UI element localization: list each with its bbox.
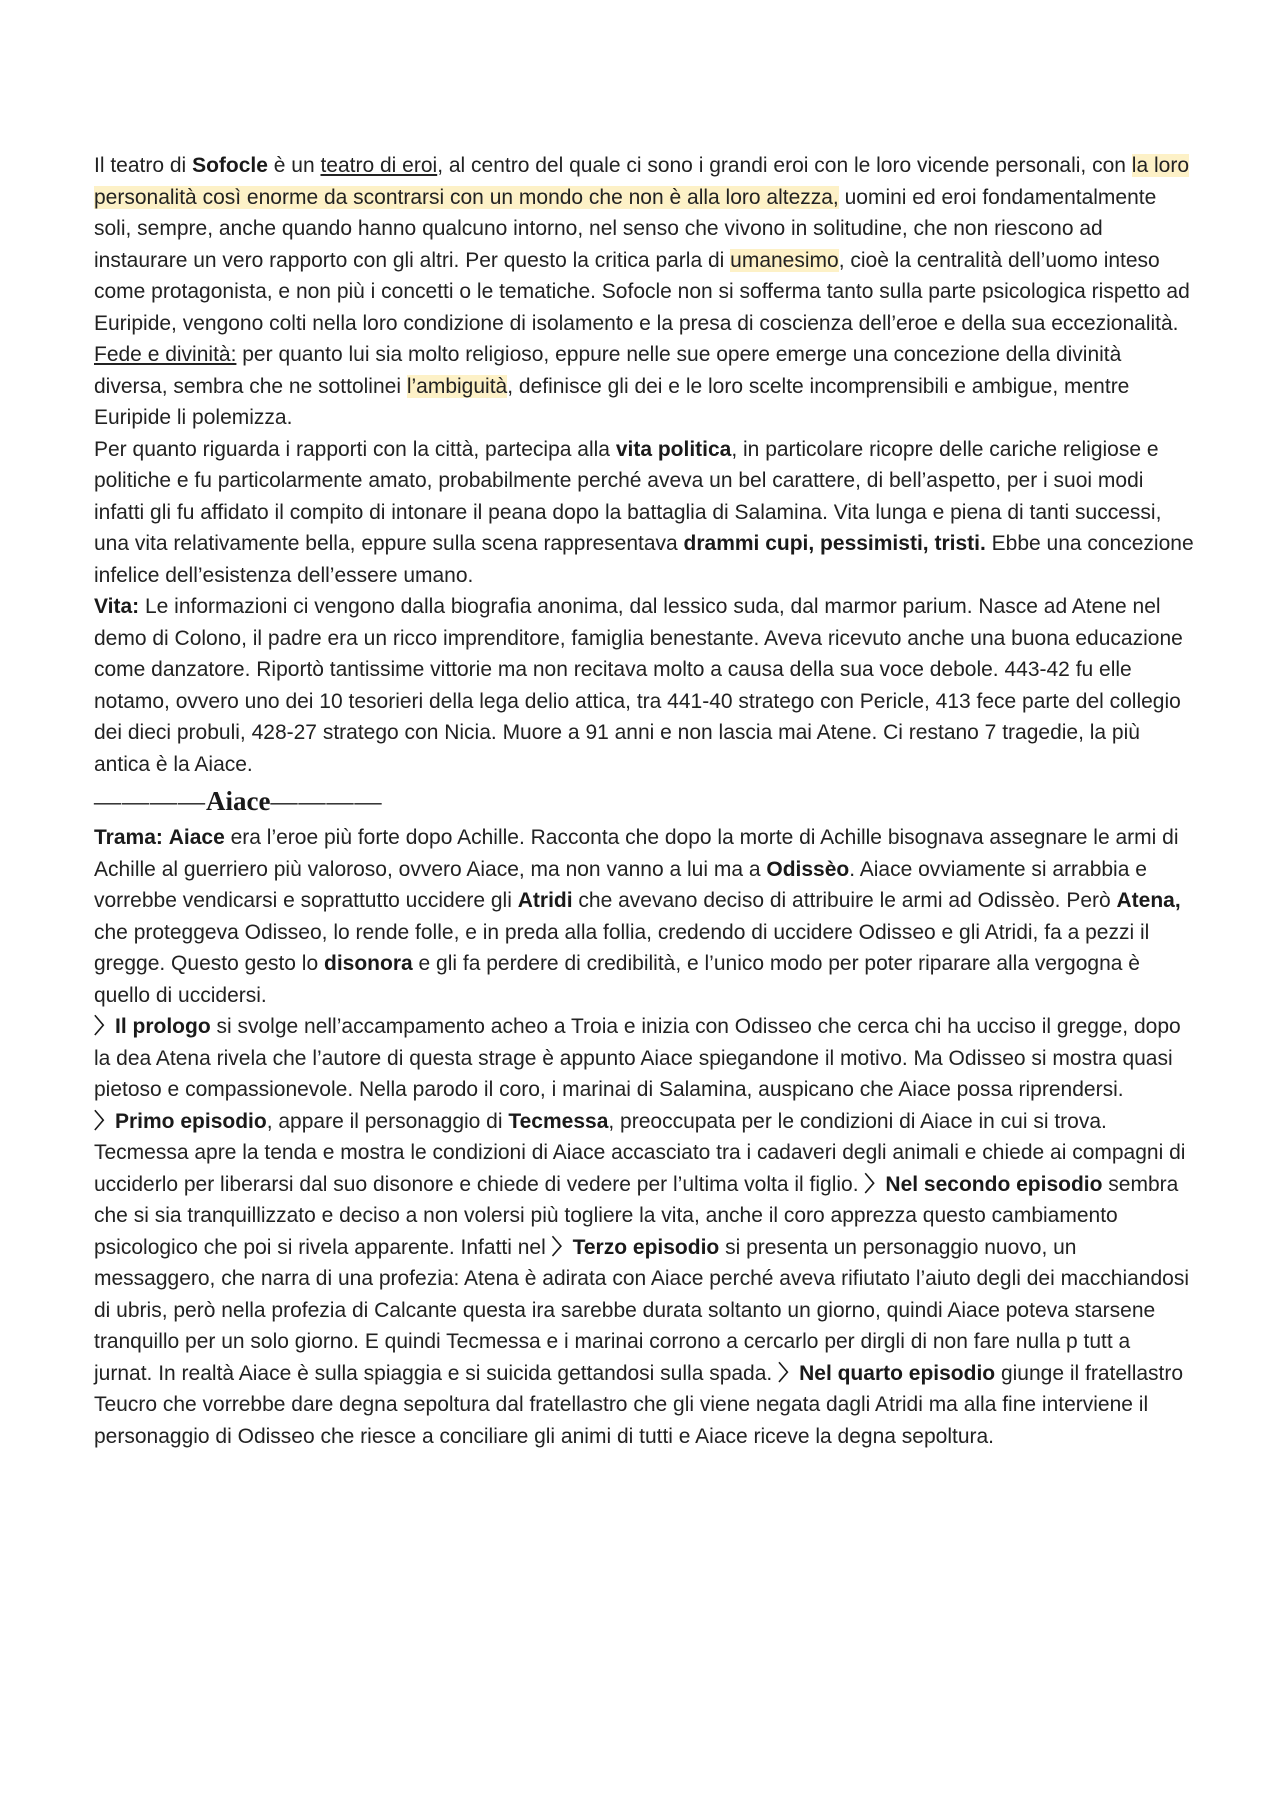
- text: Il teatro di: [94, 154, 193, 177]
- text: , al centro del quale ci sono i grandi eroi con le loro vicende personali, con: [437, 154, 1132, 177]
- text: che avevano deciso di attribuire le armi ad Odissèo. Però: [572, 889, 1117, 912]
- underlined-fede-label: Fede e divinità:: [94, 343, 237, 366]
- bold-aiace: Aiace: [168, 826, 225, 849]
- episodi-paragraph: [94, 1106, 1194, 1453]
- heading-dashes-right: ————: [270, 786, 383, 816]
- text: Per quanto riguarda i rapporti con la città, partecipa alla: [94, 437, 616, 461]
- text: era l’eroe più forte dopo Achille. Racconta che dopo la morte di Achille bisognava assegnare le armi di Achille al guerriero più valoroso, ovvero Aiace, ma non vanno a lui ma a: [94, 826, 1179, 881]
- prologo-paragraph: [94, 1011, 1194, 1106]
- bold-secondo-episodio: 〉Nel secondo episodio: [864, 1172, 1103, 1196]
- bold-prologo-label: 〉Il prologo: [94, 1015, 211, 1038]
- highlight-ambiguita: l’ambiguità: [406, 374, 508, 398]
- highlight-umanesimo: umanesimo: [730, 248, 839, 272]
- bold-sofocle: Sofocle: [192, 154, 268, 177]
- bold-terzo-episodio: 〉Terzo episodio: [551, 1235, 720, 1259]
- bold-primo-episodio: 〉Primo episodio: [94, 1109, 267, 1133]
- underlined-teatro-di-eroi: teatro di eroi: [320, 154, 438, 177]
- bold-vita-politica: vita politica: [615, 437, 732, 461]
- text: Le informazioni ci vengono dalla biografia anonima, dal lessico suda, dal marmor parium. Nasce ad Atene nel demo di Colono, il padre era un ricco imprenditore, famiglia benestante. Aveva ricevuto anche una buona educazione come danzatore. Riportò tantissime vittorie ma non recitava molto a causa della sua voce debole. 443-42 fu elle notamo, ovvero uno dei 10 tesorieri della lega delio attica, tra 441-40 stratego con Pericle, 413 fece parte del collegio dei dieci probuli, 428-27 stratego con Nicia. Muore a 91 anni e non lascia mai Atene. Ci restano 7 tragedie, la più antica è la Aiace.: [94, 595, 1183, 776]
- politica-paragraph: [94, 434, 1194, 592]
- bold-vita-label: Vita:: [94, 595, 140, 618]
- text: , cioè la centralità dell’uomo inteso come protagonista, e non più i concetti o le tematiche. Sofocle non si sofferma tanto sulla parte psicologica rispetto ad Euripide, vengono colti nella loro condizione di isolamento e la presa di coscienza dell’eroe e della sua eccezionalità.: [94, 248, 1190, 335]
- trama-paragraph: [94, 822, 1194, 1011]
- text: , preoccupata per le condizioni di Aiace in cui si trova. Tecmessa apre la tenda e mostra le condizioni di Aiace accasciato tra i cadaveri degli animali e chiede ai compagni di ucciderlo per liberarsi dal suo disonore e chiede di vedere per l’ultima volta il figlio.: [94, 1109, 1186, 1196]
- text: . Aiace ovviamente si arrabbia e vorrebbe vendicarsi e soprattutto uccidere gli: [94, 857, 1147, 912]
- text: si svolge nell’accampamento acheo a Troia e inizia con Odisseo che cerca chi ha ucciso il gregge, dopo la dea Atena rivela che l’autore di questa strage è appunto Aiace spiegandone il motivo. Ma Odisseo si mostra quasi pietoso e compassionevole. Nella parodo il coro, i marinai di Salamina, auspicano che Aiace possa riprendersi.: [94, 1015, 1181, 1101]
- bold-atena: Atena,: [1116, 889, 1181, 912]
- heading-title: Aiace: [206, 786, 271, 816]
- text: giunge il fratellastro Teucro che vorrebbe dare degna sepoltura dal fratellastro che gli viene negata dagli Atridi ma alla fine interviene il personaggio di Odisseo che riesce a conciliare gli animi di tutti e Aiace riceve la degna sepoltura.: [94, 1361, 1184, 1448]
- document-page: [94, 150, 1194, 1452]
- text: , appare il personaggio di: [266, 1109, 509, 1133]
- bold-disonora: disonora: [324, 952, 413, 975]
- text: che proteggeva Odisseo, lo rende folle, e in preda alla follia, credendo di uccidere Odisseo e gli Atridi, fa a pezzi il gregge. Questo gesto lo: [94, 920, 1150, 975]
- section-heading-aiace: [94, 782, 1194, 820]
- text: , definisce gli dei e le loro scelte incomprensibili e ambigue, mentre Euripide li polemizza.: [94, 374, 1130, 429]
- text: per quanto lui sia molto religioso, eppure nelle sue opere emerge una concezione della divinità diversa, sembra che ne sottolinei: [94, 343, 1122, 398]
- bold-odisseo: Odissèo: [766, 857, 850, 881]
- heading-dashes-left: ————: [94, 786, 206, 816]
- text: sembra che si sia tranquillizzato e deciso a non volersi più togliere la vita, anche il coro apprezza questo cambiamento psicologico che poi si rivela apparente. Infatti nel: [94, 1172, 1179, 1259]
- text: Ebbe una concezione infelice dell’esistenza dell’essere umano.: [94, 532, 1194, 587]
- intro-paragraph: [94, 150, 1194, 339]
- fede-paragraph: [94, 339, 1194, 434]
- highlight-personalita: la loro personalità così enorme da scontrarsi con un mondo che non è alla loro altezza,: [94, 154, 1189, 209]
- bold-quarto-episodio: 〉Nel quarto episodio: [778, 1361, 996, 1385]
- text: si presenta un personaggio nuovo, un messaggero, che narra di una profezia: Atena è adirata con Aiace perché aveva rifiutato l’aiuto degli dei macchiandosi di ubris, però nella profezia di Calcante questa ira sarebbe durata soltanto un giorno, quindi Aiace poteva starsene tranquillo per un solo giorno. E quindi Tecmessa e i marinai corrono a cercarlo per dirgli di non fare nulla p tutt a jurnat. In realtà Aiace è sulla spiaggia e si suicida gettandosi sulla spada.: [94, 1235, 1190, 1385]
- vita-paragraph: [94, 591, 1194, 780]
- bold-drammi: drammi cupi, pessimisti, tristi.: [683, 532, 986, 555]
- text: uomini ed eroi fondamentalmente soli, sempre, anche quando hanno qualcuno intorno, nel senso che vivono in solitudine, che non riescono ad instaurare un vero rapporto con gli altri. Per questo la critica parla di: [94, 185, 1157, 272]
- text: , in particolare ricopre delle cariche religiose e politiche e fu particolarmente amato, probabilmente perché aveva un bel carattere, di bell’aspetto, per i suoi modi infatti gli fu affidato il compito di intonare il peana dopo la battaglia di Salamina. Vita lunga e piena di tanti successi, una vita relativamente bella, eppure sulla scena rappresentava: [94, 437, 1162, 555]
- bold-trama-label: Trama:: [94, 826, 163, 849]
- bold-atridi: Atridi: [517, 889, 573, 912]
- text: è un: [267, 154, 321, 177]
- text: e gli fa perdere di credibilità, e l’unico modo per poter riparare alla vergogna è quello di uccidersi.: [94, 952, 1140, 1007]
- bold-tecmessa: Tecmessa: [508, 1109, 609, 1133]
